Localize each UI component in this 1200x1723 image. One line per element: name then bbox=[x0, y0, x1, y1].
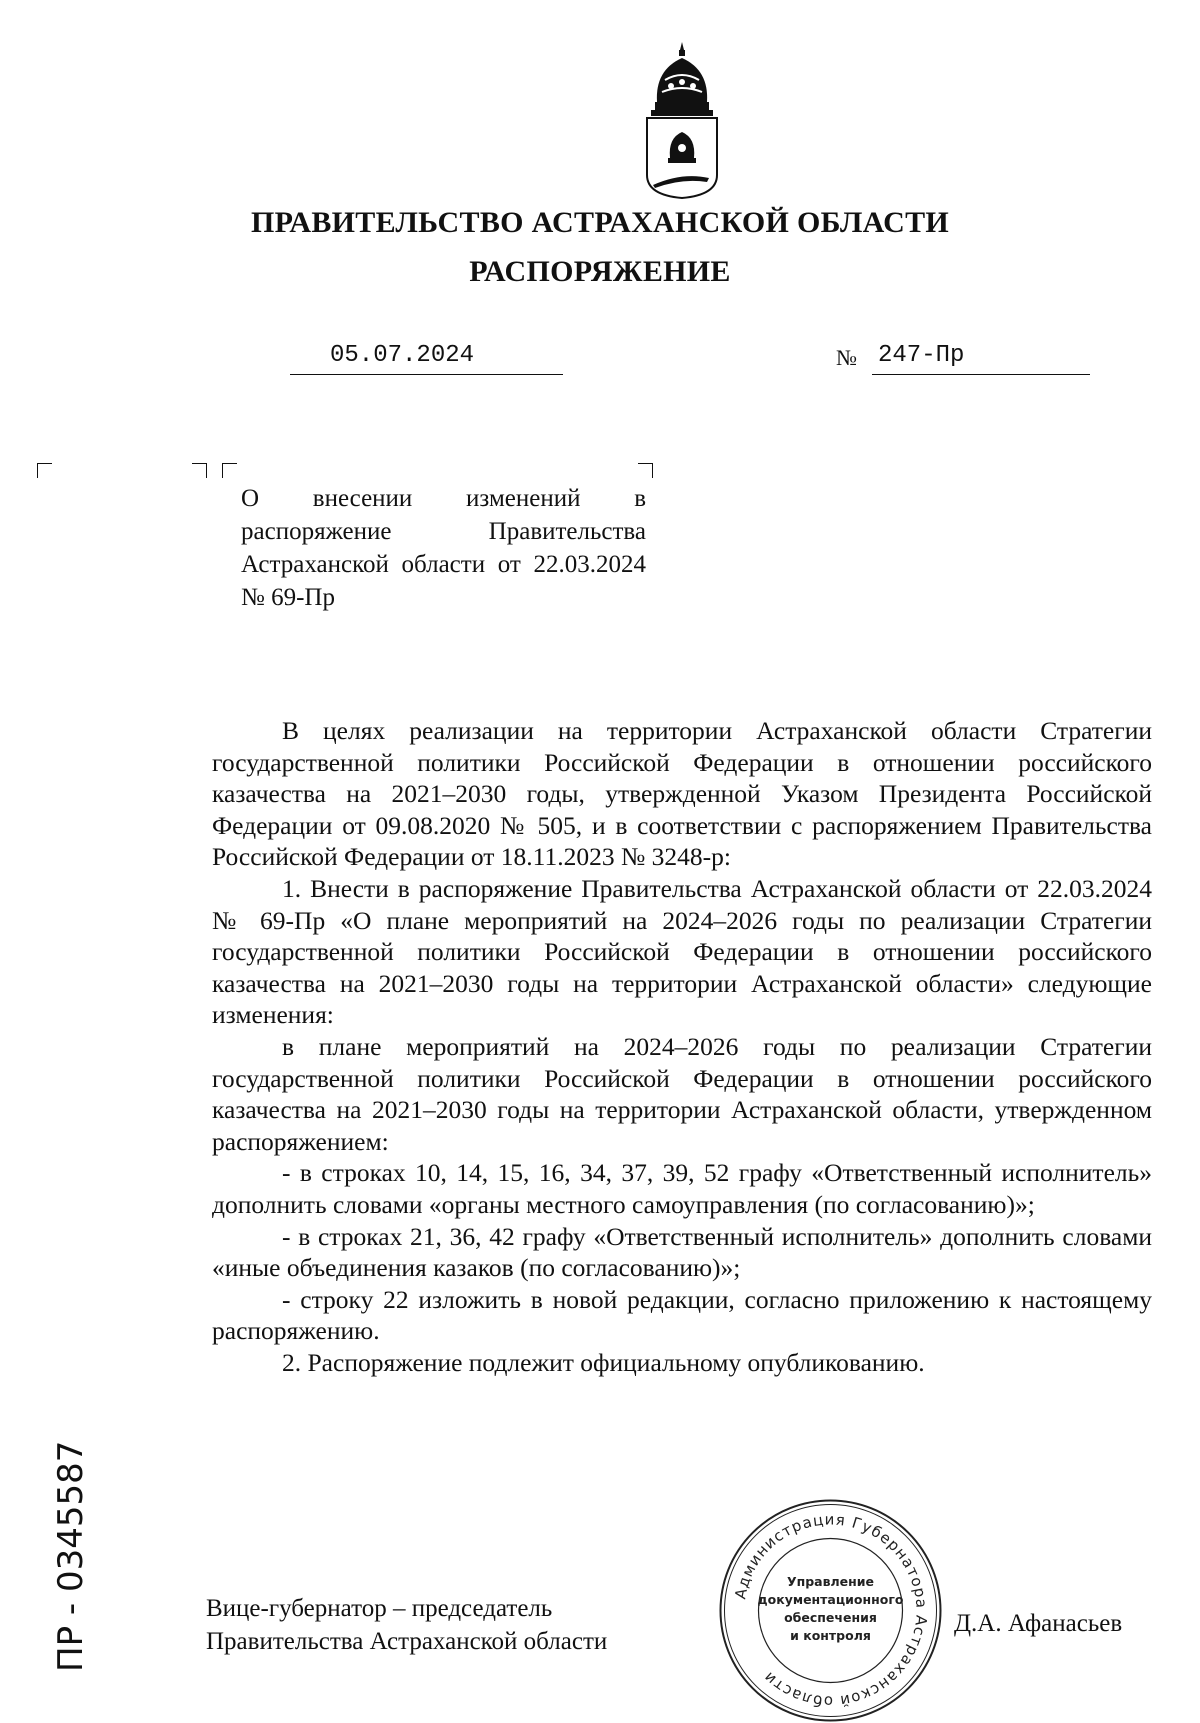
signatory-name: Д.А. Афанасьев bbox=[954, 1610, 1123, 1637]
date-underline bbox=[290, 373, 563, 375]
document-number: 247-Пр bbox=[878, 342, 965, 369]
body-paragraph: В целях реализации на территории Астраханской области Стратегии государственной политики Российской Федерации в отношении российского казачества на 2021–2030 годы, утвержденной Указом Президента Российской Федерации от 09.08.2020 № 505, и в соответствии с распоряжением Правительства Российской Федерации от 18.11.2023 № 3248-р: bbox=[212, 716, 1152, 872]
number-sign: № bbox=[836, 345, 857, 370]
body-paragraph: - в строках 10, 14, 15, 16, 34, 37, 39, 52 графу «Ответственный исполнитель» дополнить словами «органы местного самоуправления (по согласованию)»; bbox=[212, 1158, 1152, 1219]
official-stamp bbox=[718, 1498, 943, 1723]
stamp-center-line: документационного bbox=[757, 1592, 904, 1607]
corner-mark bbox=[638, 463, 653, 478]
body-paragraph: 2. Распоряжение подлежит официальному опубликованию. bbox=[282, 1347, 925, 1377]
corner-mark bbox=[37, 463, 52, 478]
document-date: 05.07.2024 bbox=[330, 342, 475, 369]
document-subject: О внесении изменений в распоряжение Правительства Астраханской области от 22.03.2024 № 69-Пр bbox=[241, 485, 646, 611]
body-paragraph: - в строках 21, 36, 42 графу «Ответственный исполнитель» дополнить словами «иные объединения казаков (по согласованию)»; bbox=[212, 1221, 1152, 1283]
svg-text:ПР - 0345587: ПР - 0345587 bbox=[51, 1440, 91, 1672]
body-paragraph: в плане мероприятий на 2024–2026 годы по реализации Стратегии государственной политики Российской Федерации в отношении российского казачества на 2021–2030 годы на территории Астраханской области, утвержденном распоряжением: bbox=[212, 1031, 1152, 1156]
signatory-position-line: Правительства Астраханской области bbox=[206, 1628, 608, 1655]
corner-mark bbox=[222, 463, 237, 478]
signatory-position-line: Вице-губернатор – председатель bbox=[206, 1595, 553, 1622]
registration-side-number bbox=[20, 1410, 100, 1680]
stamp-center-line: и контроля bbox=[790, 1628, 871, 1643]
corner-mark bbox=[192, 463, 207, 478]
coat-of-arms-emblem bbox=[637, 40, 727, 200]
stamp-center-line: обеспечения bbox=[784, 1610, 877, 1625]
document-type-title: РАСПОРЯЖЕНИЕ bbox=[469, 255, 731, 288]
body-paragraph: 1. Внести в распоряжение Правительства Астраханской области от 22.03.2024 № 69-Пр «О плане мероприятий на 2024–2026 годы по реализации Стратегии государственной политики Российской Федерации в отношении российского казачества на 2021–2030 годы на территории Астраханской области» следующие изменения: bbox=[212, 873, 1152, 1030]
stamp-center-line: Управление bbox=[786, 1574, 875, 1589]
body-paragraph: - строку 22 изложить в новой редакции, согласно приложению к настоящему распоряжению. bbox=[212, 1284, 1152, 1346]
document-body bbox=[212, 715, 1152, 1378]
organization-title: ПРАВИТЕЛЬСТВО АСТРАХАНСКОЙ ОБЛАСТИ bbox=[250, 206, 950, 239]
stamp-ring-text: Администрация Губернатора Астраханской области bbox=[731, 1510, 931, 1711]
signatory-position bbox=[206, 1592, 607, 1658]
number-underline bbox=[872, 373, 1090, 375]
